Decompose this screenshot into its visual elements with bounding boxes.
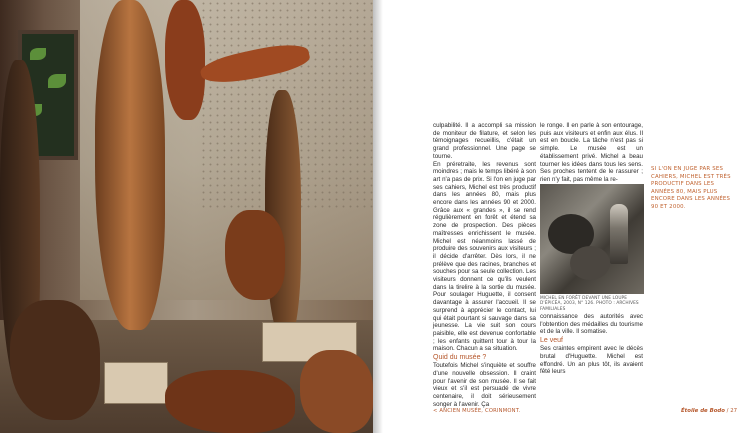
page-gutter bbox=[373, 0, 383, 433]
paragraph: culpabilité. Il a accompli sa mission de moniteur de filature, et selon les témoignages recueillis, c'était un grand professionnel. Une page se tourne. bbox=[433, 122, 536, 160]
previous-page-link[interactable]: < ANCIEN MUSÉE, CORINMONT. bbox=[433, 408, 521, 414]
page-number: 27 bbox=[730, 408, 738, 414]
article-column-2-continued bbox=[540, 313, 643, 376]
paragraph: Ses craintes empirent avec le décès brutal d'Huguette. Michel est effondré. Un an plus tôt, ils avaient fêté leurs bbox=[540, 345, 643, 376]
photo-root-sculpture bbox=[165, 370, 295, 433]
photo-root-sculpture bbox=[95, 0, 165, 330]
photo-root-sculpture bbox=[225, 210, 285, 300]
photo-leaf bbox=[30, 48, 46, 60]
inset-caption: MICHEL EN FORÊT DEVANT UNE LOUPE D'ÉPICÉA, 2003, N° 126. PHOTO : ARCHIVES FAMILIALES bbox=[540, 296, 639, 312]
inset-burl bbox=[570, 246, 610, 280]
pull-quote: SI L'ON EN JUGE PAR SES CAHIERS, MICHEL EST TRÈS PRODUCTIF DANS LES ANNÉES 80, MAIS PLUS ENCORE DANS LES ANNÉES 90 ET 2000. bbox=[651, 166, 731, 210]
paragraph: connaissance des autorités avec l'obtention des médailles du tourisme et de la ville. Il somatise. bbox=[540, 313, 643, 336]
page-folio bbox=[681, 408, 737, 414]
workshop-photo bbox=[0, 0, 373, 433]
inset-photo bbox=[540, 184, 644, 294]
photo-root-sculpture bbox=[300, 350, 373, 433]
subheading: Quid du musée ? bbox=[433, 354, 487, 362]
subheading: Le veuf bbox=[540, 337, 563, 345]
article-column-1 bbox=[433, 122, 536, 408]
photo-root-sculpture bbox=[10, 300, 100, 420]
magazine-name: Étoile de Bodo bbox=[681, 408, 725, 414]
folio-separator: / bbox=[724, 408, 731, 414]
photo-leaf bbox=[48, 74, 66, 88]
paragraph: le ronge. Il en parle à son entourage, puis aux visiteurs et enfin aux élus. Il est en boucle. La tâche n'est pas si simple. Le musée est un établissement privé. Michel a beau tourner les idées dans tous les sens. Ses proches tentent de le rassurer ; rien n'y fait, pas même la re- bbox=[540, 122, 643, 183]
inset-person bbox=[610, 204, 628, 264]
paragraph: En préretraite, les revenus sont moindres ; mais le temps libéré à son art n'a pas de prix. Si l'on en juge par ses cahiers, Michel est très productif dans les années 80, mais plus encore dans les années 90 et 2000. Grâce aux « grandes », il se rend régulièrement en forêt et étend sa zone de prospection. Des pièces maîtresses enrichissent le musée. Michel est néanmoins lassé de produire des souvenirs aux visiteurs ; il décide d'arrêter. Dès lors, il ne prélève que des racines, branches et souches pour sa seule collection. Les visiteurs donnent ce qu'ils veulent dans la tirelire à la sortie du musée. Pour soulager Huguette, il consent davantage à assurer l'accueil. Il se surprend à apprécier le contact, lui qui était pourtant si sauvage dans sa jeunesse. La vie suit son cours paisible, elle est devenue confortable ; les enfants quittent tour à tour la maison. Chacun a sa situation. bbox=[433, 160, 536, 353]
paragraph: Toutefois Michel s'inquiète et souffre d'une nouvelle obsession. Il craint pour l'avenir de son musée. Il se fait vieux et s'il est persuadé de vivre centenaire, il doit sérieusement songer à l'avenir. Ça bbox=[433, 362, 536, 408]
article-column-2 bbox=[540, 122, 643, 184]
photo-crate bbox=[104, 362, 168, 404]
photo-root-sculpture bbox=[165, 0, 205, 120]
